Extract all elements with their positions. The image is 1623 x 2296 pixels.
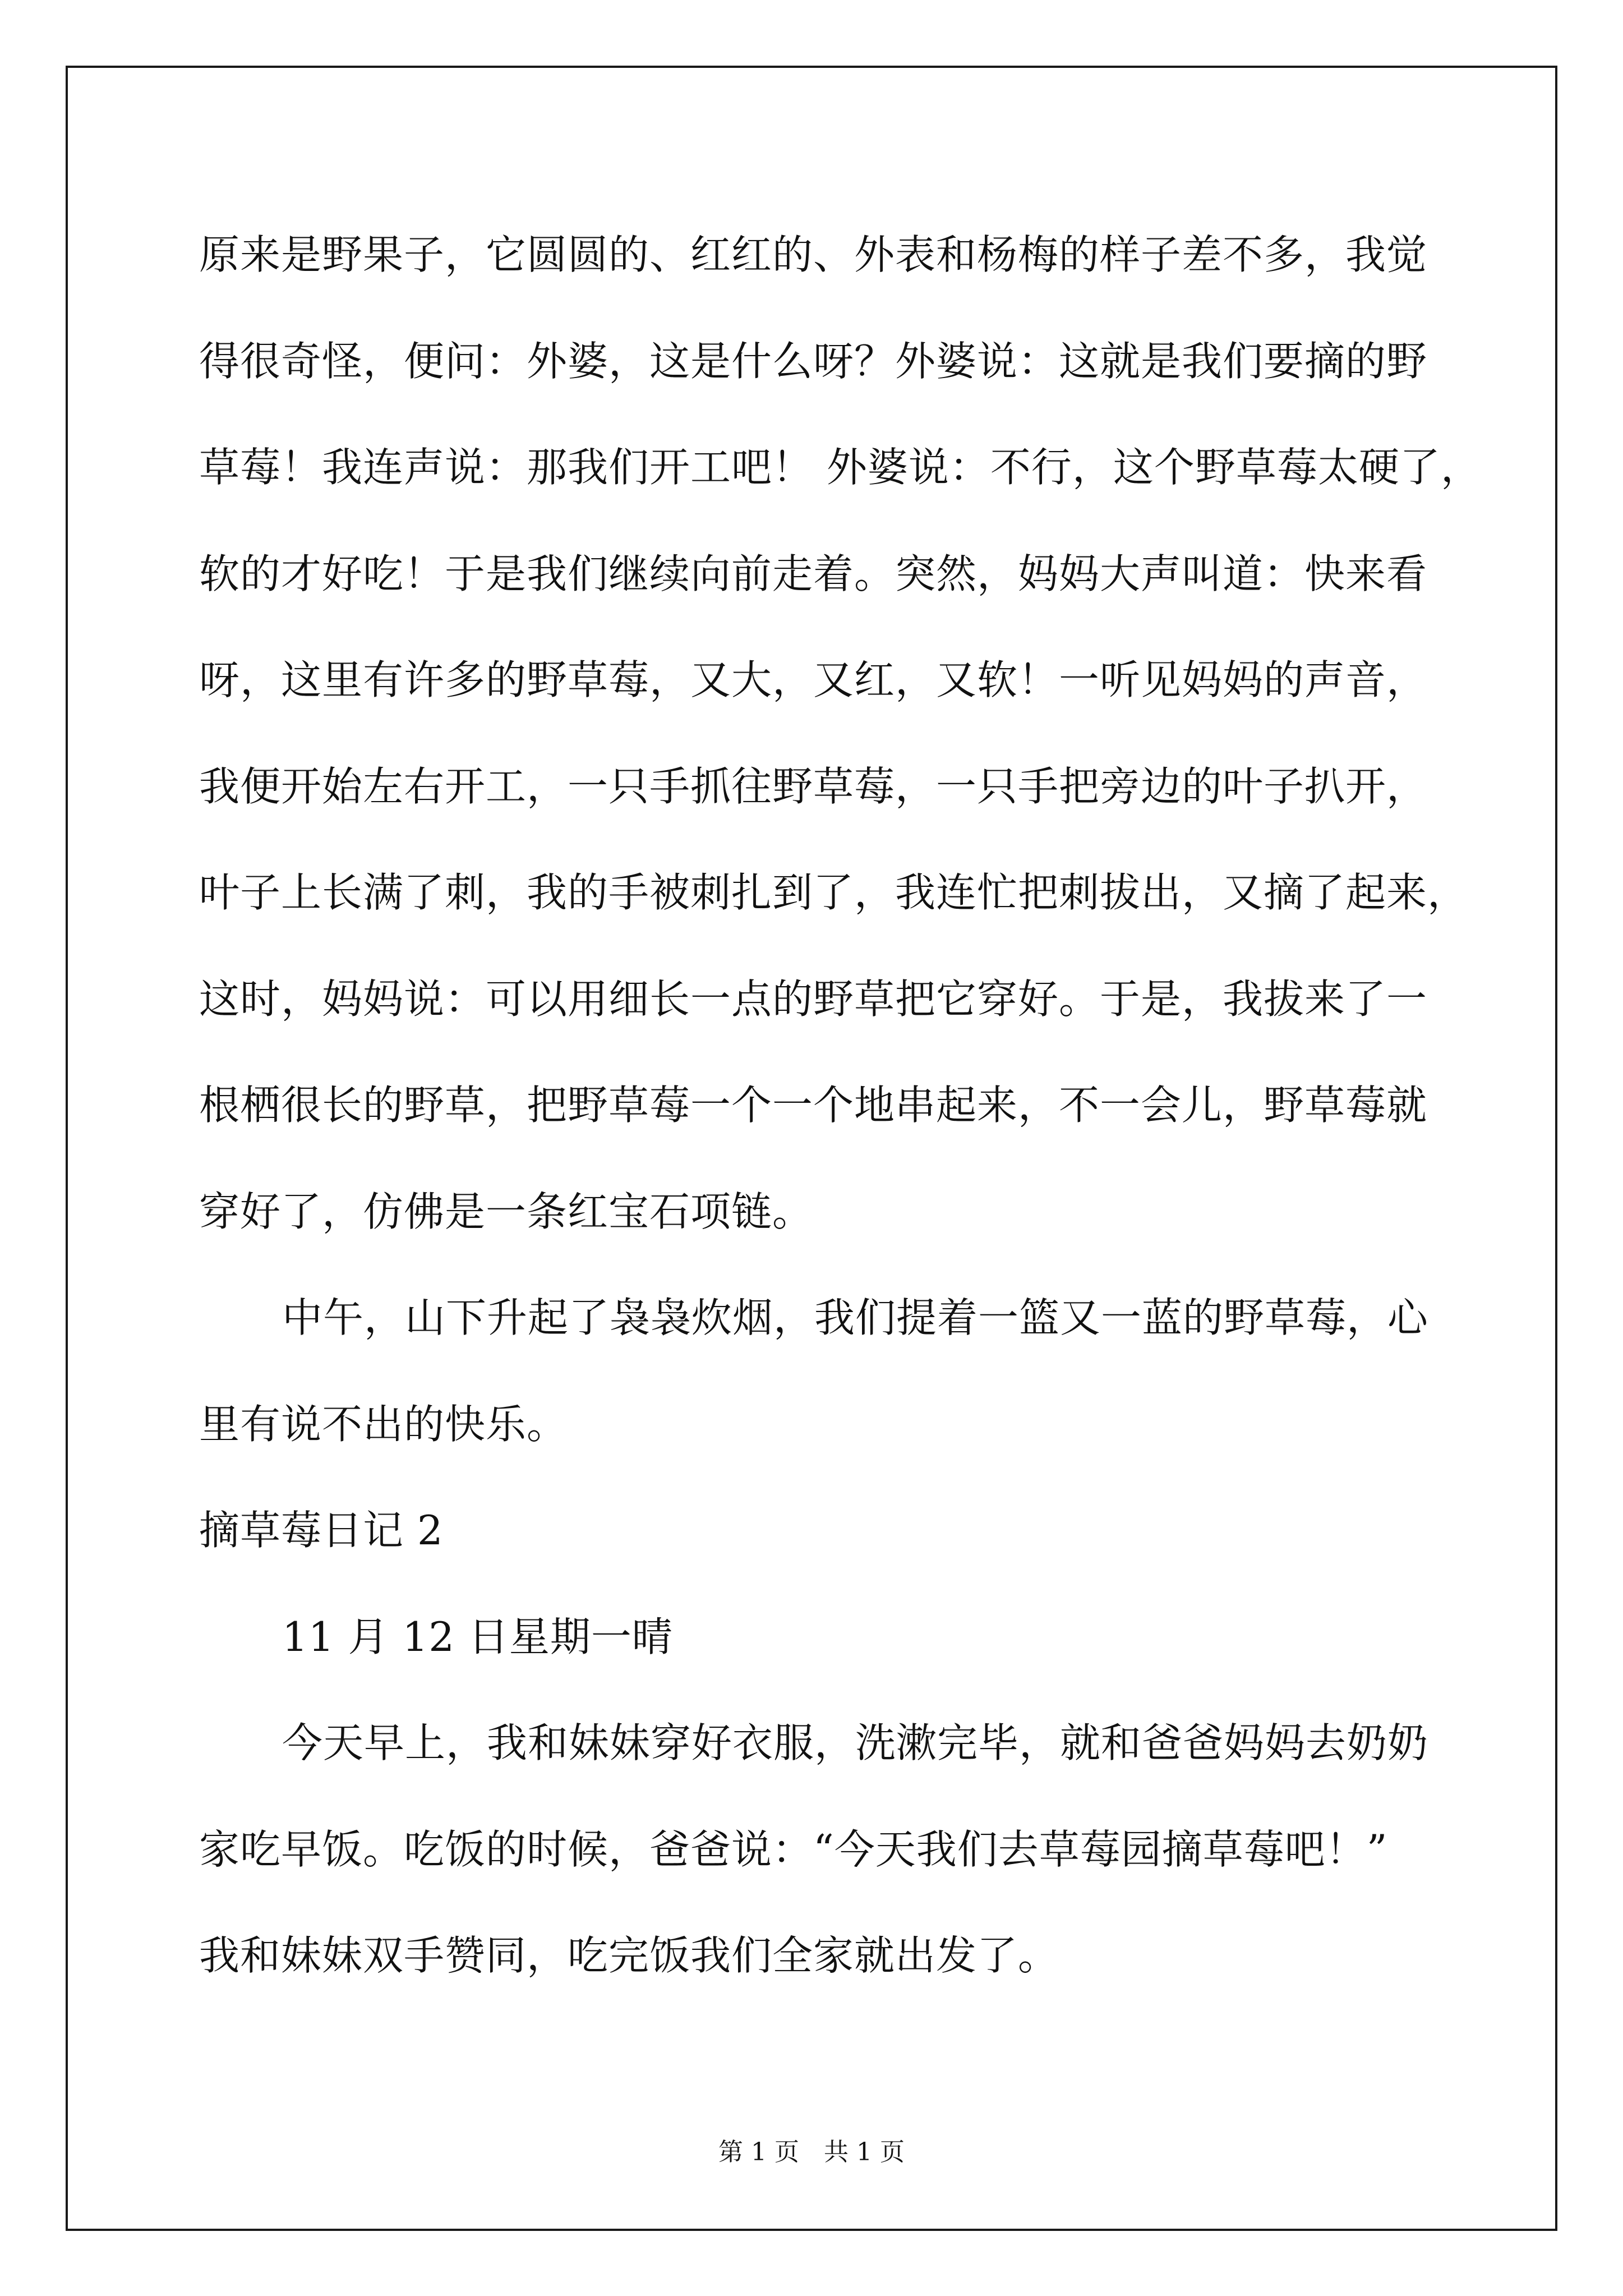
page-number: 第 1 页 — [718, 2138, 799, 2166]
text-line: 软的才好吃！于是我们继续向前走着。突然，妈妈大声叫道：快来看 — [199, 550, 1428, 597]
text-line: 得很奇怪，便问：外婆，这是什么呀？外婆说：这就是我们要摘的野 — [199, 337, 1428, 385]
page-footer — [0, 2132, 1623, 2168]
date-line: 11 月 12 日星期一晴 — [282, 1613, 673, 1660]
text-line: 里有说不出的快乐。 — [199, 1400, 568, 1448]
text-line: 穿好了，仿佛是一条红宝石项链。 — [199, 1188, 814, 1235]
text-line: 原来是野果子，它圆圆的、红红的、外表和杨梅的样子差不多，我觉 — [199, 231, 1428, 278]
text-line: 这时，妈妈说：可以用细长一点的野草把它穿好。于是，我拔来了一 — [199, 975, 1428, 1023]
paragraph-start-line: 中午，山下升起了袅袅炊烟，我们提着一篮又一蓝的野草莓，心 — [282, 1294, 1429, 1341]
text-line: 我和妹妹双手赞同，吃完饭我们全家就出发了。 — [199, 1932, 1059, 1979]
text-line: 家吃早饭。吃饭的时候，爸爸说：“今天我们去草莓园摘草莓吧！” — [199, 1825, 1388, 1873]
text-line: 呀，这里有许多的野草莓，又大，又红，又软！一听见妈妈的声音， — [199, 656, 1428, 703]
text-line: 草莓！我连声说：那我们开工吧！ 外婆说：不行，这个野草莓太硬了， — [199, 444, 1482, 491]
section-heading: 摘草莓日记 2 — [199, 1507, 444, 1554]
text-line: 我便开始左右开工，一只手抓往野草莓，一只手把旁边的叶子扒开， — [199, 762, 1428, 810]
document-body — [199, 202, 1482, 2009]
text-line: 叶子上长满了刺，我的手被刺扎到了，我连忙把刺拔出，又摘了起来， — [199, 869, 1469, 916]
text-line: 根栖很长的野草，把野草莓一个一个地串起来，不一会儿，野草莓就 — [199, 1082, 1428, 1129]
page-total: 共 1 页 — [824, 2138, 905, 2166]
paragraph-start-line: 今天早上，我和妹妹穿好衣服，洗漱完毕，就和爸爸妈妈去奶奶 — [282, 1719, 1429, 1766]
